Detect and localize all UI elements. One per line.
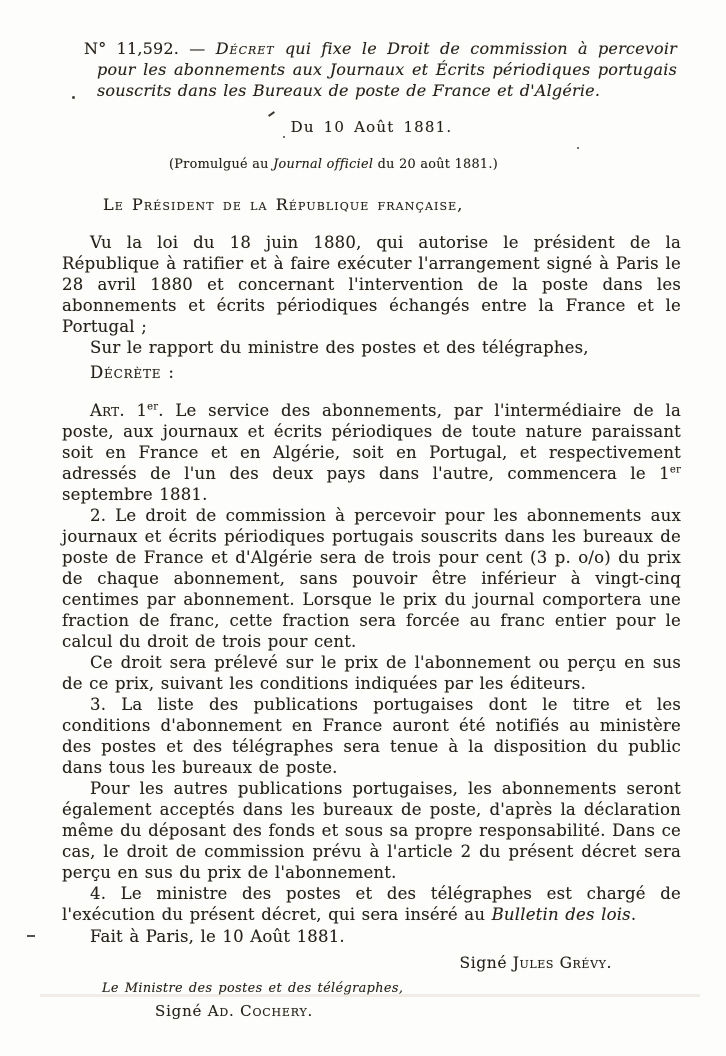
article-4 — [62, 883, 681, 925]
article-1 — [62, 400, 681, 505]
article-1-text: . Le service des abonnements, par l'intermédiaire de la poste, aux journaux et écrits périodiques de toute nature paraissant soit en France et en Algérie, soit en Portugal, et respectivement adressés de l'un des deux pays dans l'autre, commencera le 1 — [62, 401, 681, 483]
fait-line: Fait à Paris, le 10 Août 1881. — [90, 927, 345, 946]
promulgation-prefix: (Promulgué au — [168, 157, 274, 172]
president-signature — [62, 954, 681, 972]
minister-signature — [155, 1002, 681, 1020]
signe-label: Signé — [459, 954, 513, 972]
recital-rapport: Sur le rapport du ministre des postes et des télégraphes, — [90, 338, 589, 357]
article-2: 2. Le droit de commission à percevoir pour les abonnements aux journaux et écrits périodiques portugais souscrits dans les bureaux de poste de France et d'Algérie sera de trois pour cent (3 p. o/o) du prix de chaque abonnement, sans pouvoir être inférieur à vingt-cinq centimes par abonnement. Lorsque le prix du journal comportera une fraction de franc, cette fraction sera forcée au franc entier pour le calcul du droit de trois pour cent. — [62, 506, 681, 651]
signe-label: Signé — [155, 1002, 208, 1020]
minister-title: Le Ministre des postes et des télégraphes, — [102, 981, 404, 996]
article-1-number: 1 — [124, 401, 148, 420]
scan-speck — [577, 147, 579, 149]
promulgation-note — [24, 157, 643, 172]
president-name: Jules Grévy. — [512, 954, 612, 972]
article-4-text: 4. Le ministre des postes et des télégraphes est chargé de l'exécution du présent décret, qui sera inséré au — [62, 884, 681, 924]
ordinal-superscript: er — [147, 401, 159, 413]
recital-vu: Vu la loi du 18 juin 1880, qui autorise le président de la République à ratifier et à faire exécuter l'arrangement signé à Paris le 28 avril 1880 et concernant l'intervention de la poste dans les abonnements et écrits périodiques échangés entre la France et le Portugal ; — [62, 233, 681, 336]
decree-word: Décret — [215, 39, 275, 58]
ordinal-superscript: er — [669, 464, 681, 476]
salutation: Le Président de la République française, — [103, 195, 464, 214]
promulgation-suffix: du 20 août 1881.) — [373, 157, 499, 172]
scan-accent-mark — [268, 111, 275, 117]
scan-dash-mark — [27, 935, 35, 937]
decree-number: N° 11,592. — — [84, 39, 216, 58]
scan-speck — [283, 136, 285, 138]
article-3-alinea: Pour les autres publications portugaises, les abonnements seront également acceptés dans les bureaux de poste, d'après la déclaration même du déposant des fonds et sous sa propre responsabilité. Dans ce cas, le droit de commission prévu à l'article 2 du présent décret sera perçu en sus du prix de l'abonnement. — [62, 779, 681, 882]
journal-officiel-reference: Journal officiel — [273, 157, 374, 172]
article-1-text-end: septembre 1881. — [62, 485, 208, 504]
minister-name: Ad. Cochery. — [207, 1002, 314, 1020]
decree-body — [62, 232, 681, 947]
decrete-line: Décrète : — [90, 363, 175, 382]
decree-title: qui fixe le Droit de commission à percevoir pour les abonnements aux Journaux et Écrits périodiques portugais souscrits dans les Bureaux de poste de France et d'Algérie. — [97, 39, 677, 100]
bulletin-des-lois-reference: Bulletin des lois — [491, 905, 631, 924]
decree-heading — [84, 38, 677, 101]
article-1-label: Art. — [90, 401, 125, 420]
article-4-text-end: . — [630, 905, 637, 924]
decree-date: Du 10 Août 1881. — [290, 118, 453, 136]
scan-speck — [72, 96, 75, 99]
article-2-alinea: Ce droit sera prélevé sur le prix de l'abonnement ou perçu en sus de ce prix, suivant les conditions indiquées par les éditeurs. — [62, 653, 681, 693]
scan-streak — [40, 994, 700, 997]
article-3: 3. La liste des publications portugaises dont le titre et les conditions d'abonnement en France auront été notifiés au ministère des postes et des télégraphes sera tenue à la disposition du public dans tous les bureaux de poste. — [62, 695, 681, 777]
